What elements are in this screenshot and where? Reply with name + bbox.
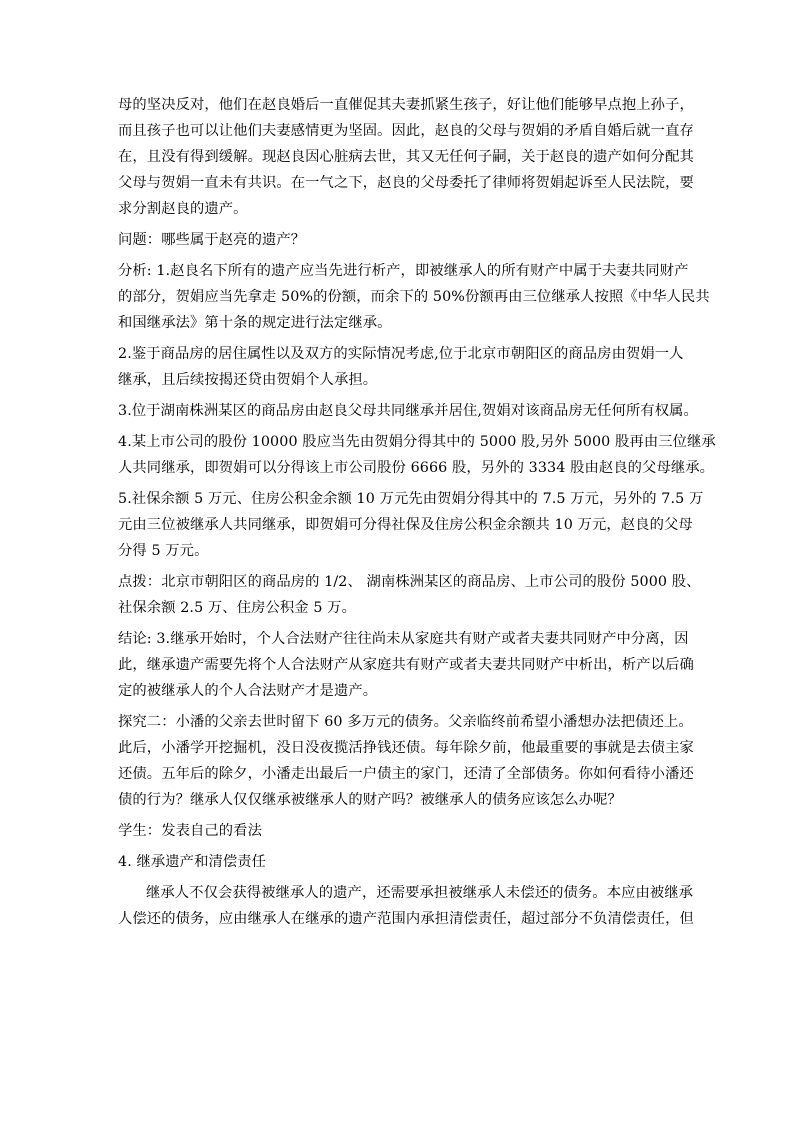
text-line: 而且孩子也可以让他们夫妻感情更为坚固。因此，赵良的父母与贺娟的矛盾自婚后就一直存 bbox=[118, 123, 694, 139]
text-line: 点拨：北京市朝阳区的商品房的 1/2、 湖南株洲某区的商品房、上市公司的股份 5000 股、 bbox=[118, 574, 701, 590]
text-line: 4.某上市公司的股份 10000 股应当先由贺娟分得其中的 5000 股,另外 5000 股再由三位继承 bbox=[118, 434, 716, 450]
text-line: 学生：发表自己的看法 bbox=[118, 823, 262, 839]
text-line: 继承人不仅会获得被继承人的遗产，还需要承担被继承人未偿还的债务。本应由被继承 bbox=[146, 885, 694, 901]
text-line: 定的被继承人的个人合法财产才是遗产。 bbox=[118, 683, 378, 699]
text-line: 和国继承法》第十条的规定进行法定继承。 bbox=[118, 315, 392, 331]
text-line: 元由三位被继承人共同继承，即贺娟可分得社保及住房公积金余额共 10 万元，赵良的父母 bbox=[118, 517, 693, 533]
text-line: 求分割赵良的遗产。 bbox=[118, 201, 248, 217]
text-line: 结论: 3.继承开始时，个人合法财产往往尚未从家庭共有财产或者夫妻共同财产中分离，因 bbox=[118, 631, 689, 647]
paragraph-analysis-2 bbox=[118, 341, 686, 393]
paragraph-question bbox=[118, 227, 686, 253]
text-line: 问题：哪些属于赵亮的遗产？ bbox=[118, 232, 306, 248]
text-line: 母的坚决反对，他们在赵良婚后一直催促其夫妻抓紧生孩子，好让他们能够早点抱上孙子， bbox=[118, 97, 694, 113]
text-line: 债的行为？继承人仅仅继承被继承人的财产吗？被继承人的债务应该怎么办呢？ bbox=[118, 792, 622, 808]
text-line: 4. 继承遗产和清偿责任 bbox=[118, 854, 267, 870]
document-body bbox=[118, 92, 716, 937]
paragraph-analysis-4 bbox=[118, 429, 716, 481]
paragraph-body-4 bbox=[118, 880, 694, 932]
text-line: 此，继承遗产需要先将个人合法财产从家庭共有财产或者夫妻共同财产中析出，析产以后确 bbox=[118, 657, 694, 673]
text-line: 在，且没有得到缓解。现赵良因心脏病去世，其又无任何子嗣，关于赵良的遗产如何分配其 bbox=[118, 149, 694, 165]
text-line: 继承，且后续按揭还贷由贺娟个人承担。 bbox=[118, 372, 378, 388]
text-line: 3.位于湖南株洲某区的商品房由赵良父母共同继承并居住,贺娟对该商品房无任何所有权属。 bbox=[118, 403, 698, 419]
section-heading bbox=[118, 849, 686, 875]
paragraph-conclusion bbox=[118, 626, 694, 704]
text-line: 分析: 1.赵良名下所有的遗产应当先进行析产，即被继承人的所有财产中属于夫妻共同财产 bbox=[118, 263, 689, 279]
paragraph-student bbox=[118, 818, 686, 844]
text-line: 人偿还的债务，应由继承人在继承的遗产范围内承担清偿责任，超过部分不负清偿责任，但 bbox=[118, 911, 694, 927]
text-line: 分得 5 万元。 bbox=[118, 543, 209, 559]
paragraph-tip bbox=[118, 569, 701, 621]
text-line: 社保余额 2.5 万、住房公积金 5 万。 bbox=[118, 600, 356, 616]
paragraph-analysis-3 bbox=[118, 398, 698, 424]
paragraph-intro bbox=[118, 92, 694, 222]
text-line: 探究二：小潘的父亲去世时留下 60 多万元的债务。父亲临终前希望小潘想办法把债还上。 bbox=[118, 714, 693, 730]
text-line: 此后，小潘学开挖掘机，没日没夜揽活挣钱还债。每年除夕前，他最重要的事就是去债主家 bbox=[118, 740, 694, 756]
paragraph-analysis-5 bbox=[118, 486, 704, 564]
text-line: 还债。五年后的除夕，小潘走出最后一户债主的家门，还清了全部债务。你如何看待小潘还 bbox=[118, 766, 694, 782]
text-line: 的部分，贺娟应当先拿走 50%的份额，而余下的 50%份额再由三位继承人按照《中华人民共 bbox=[118, 289, 710, 305]
text-line: 父母与贺娟一直未有共识。在一气之下，赵良的父母委托了律师将贺娟起诉至人民法院，要 bbox=[118, 175, 694, 191]
text-line: 5.社保余额 5 万元、住房公积金余额 10 万元先由贺娟分得其中的 7.5 万元，另外的 7.5 万 bbox=[118, 491, 704, 507]
text-line: 人共同继承，即贺娟可以分得该上市公司股份 6666 股，另外的 3334 股由赵良的父母继承。 bbox=[118, 460, 715, 476]
text-line: 2.鉴于商品房的居住属性以及双方的实际情况考虑,位于北京市朝阳区的商品房由贺娟一人 bbox=[118, 346, 684, 362]
paragraph-analysis-1 bbox=[118, 258, 710, 336]
paragraph-explore-2 bbox=[118, 709, 694, 813]
